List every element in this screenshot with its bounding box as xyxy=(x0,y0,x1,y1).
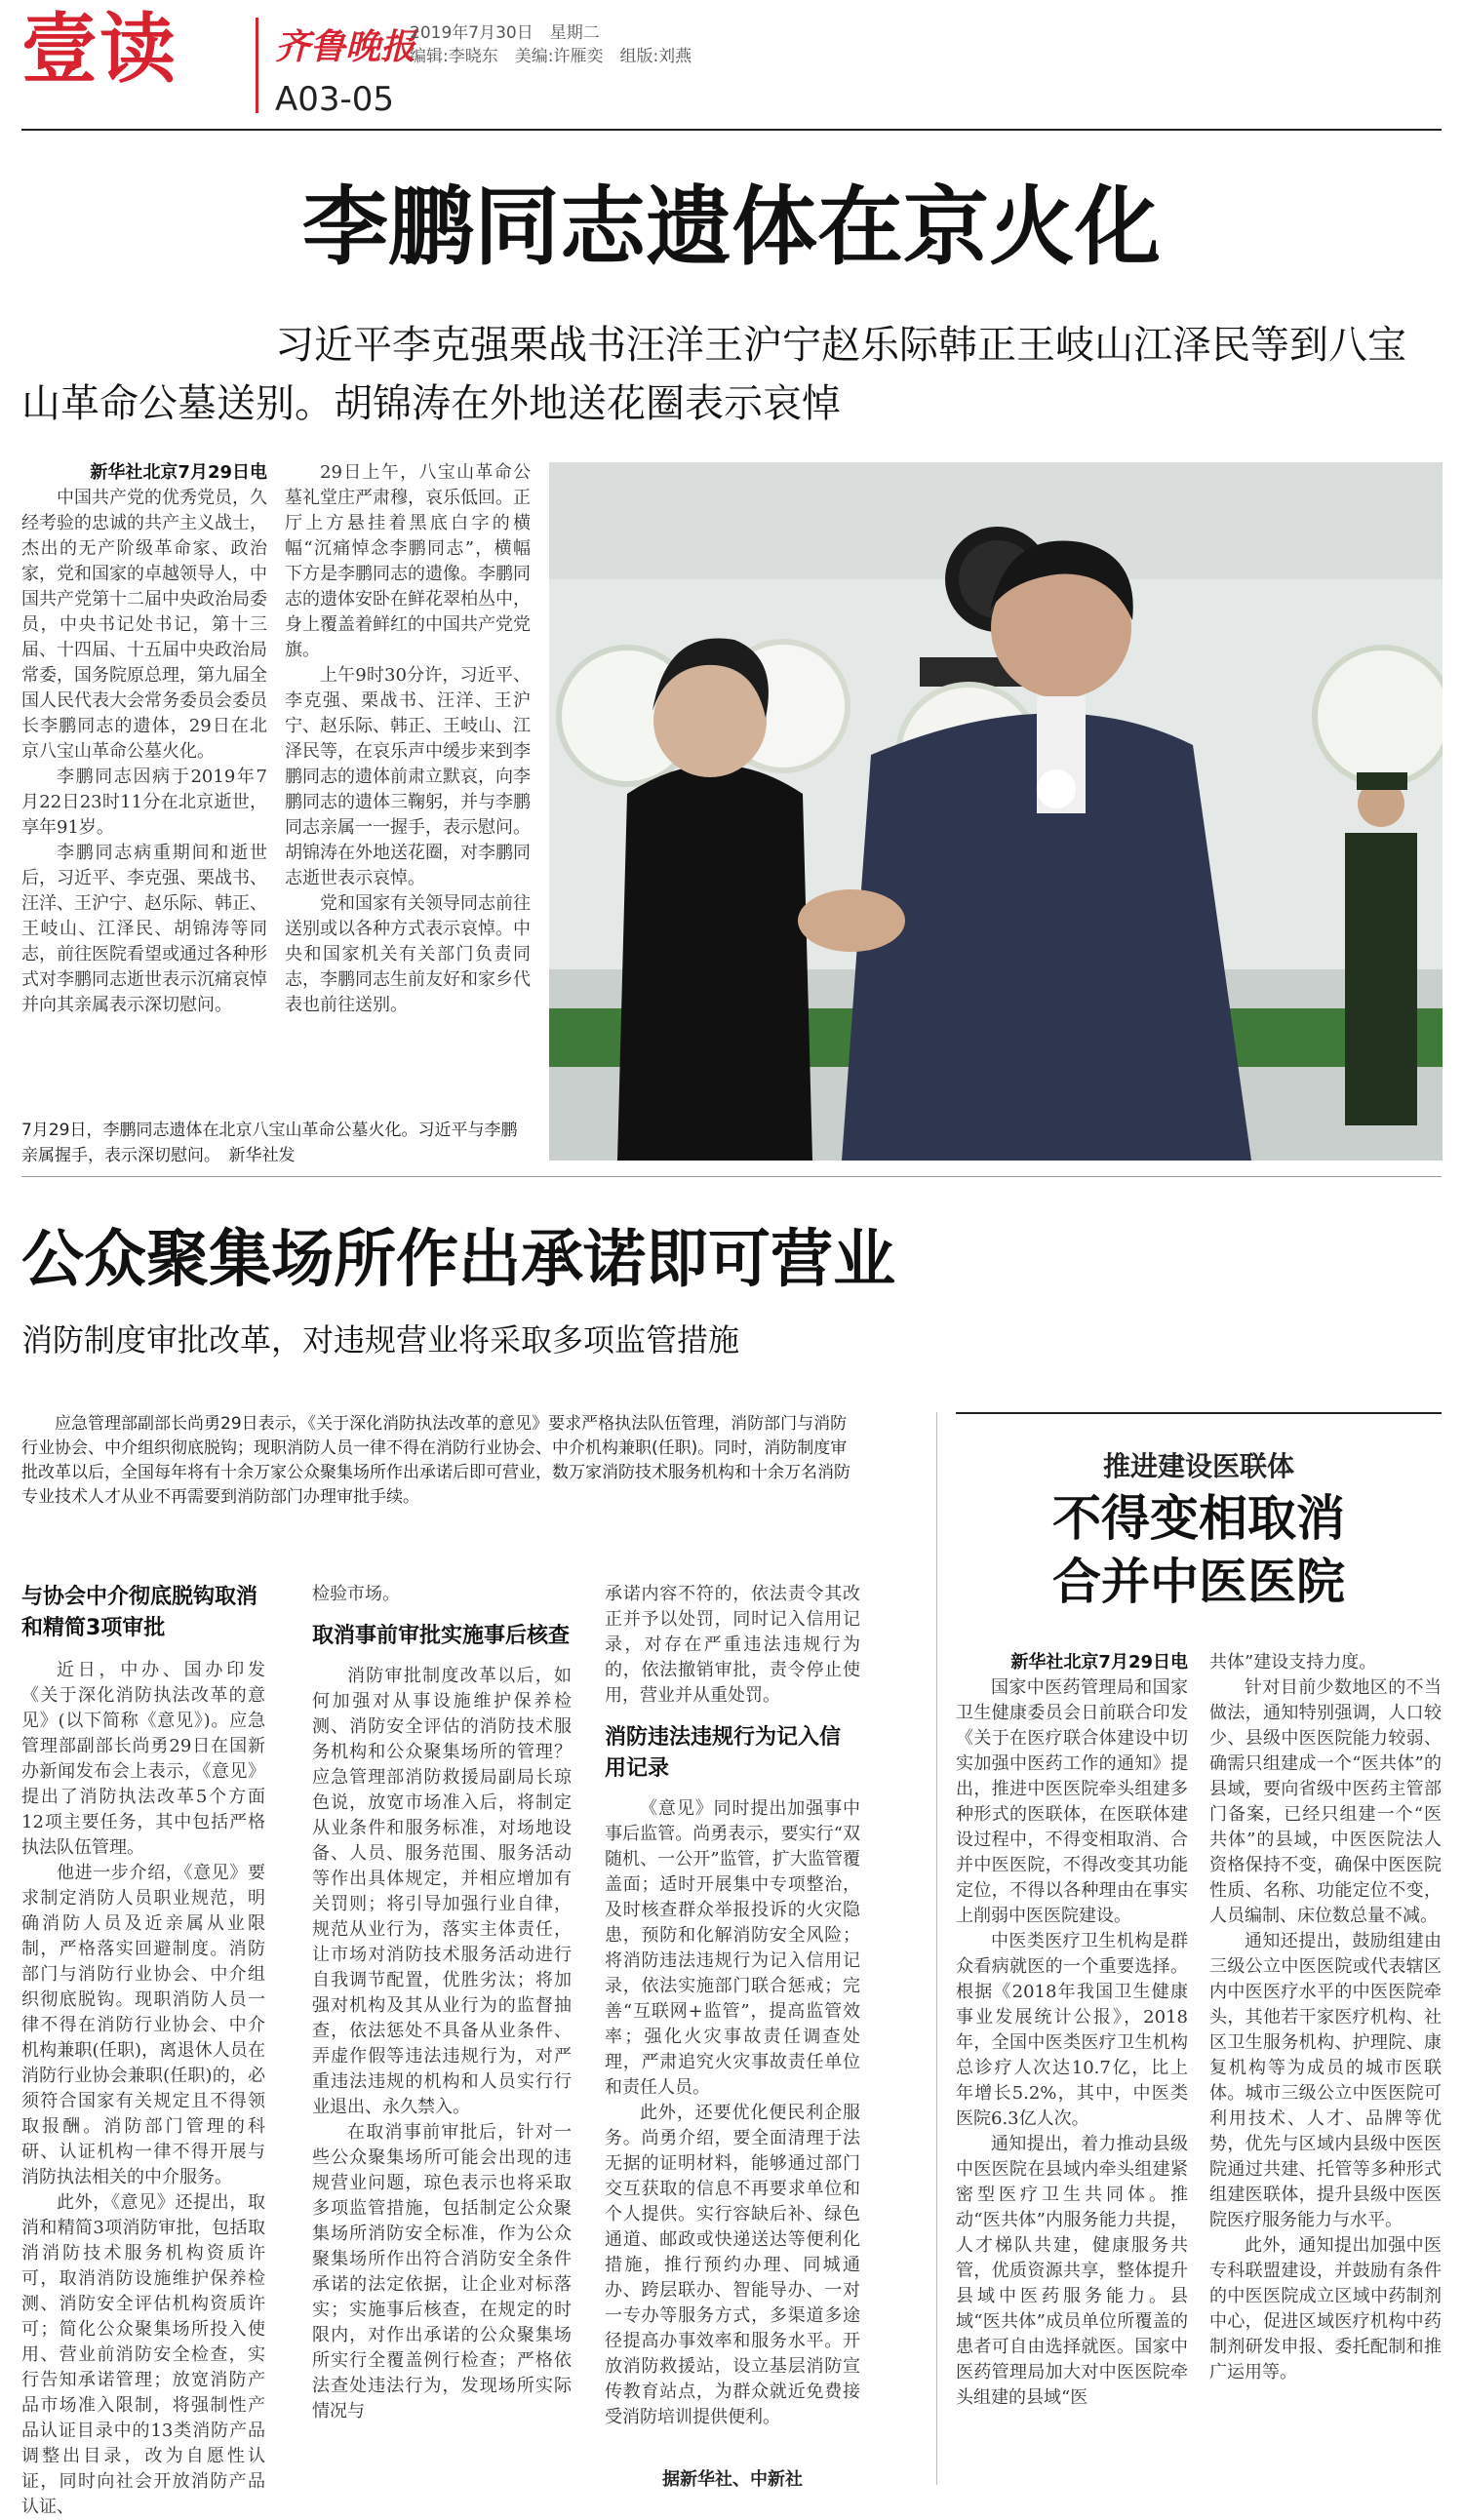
story2-para: 近日，中办、国办印发《关于深化消防执法改革的意见》(以下简称《意见》)。应急管理部副部长尚勇29日在国新办新闻发布会上表示，《意见》提出了消防执法改革5个方面12项主要任务，其中包括严格执法队伍管理。 xyxy=(21,1660,265,1858)
story2-headline: 公众聚集场所作出承诺即可营业 xyxy=(21,1224,895,1296)
story2-col3 xyxy=(605,1582,860,2430)
story2-col2-top: 检验市场。 xyxy=(312,1584,400,1604)
story2-para: 他进一步介绍，《意见》要求制定消防人员职业规范，明确消防人员及近亲属从业限制，严格落实回避制度。消防部门与消防行业协会、中介组织彻底脱钩。现职消防人员一律不得在消防行业协会、中介机构兼职(任职)，离退休人员在消防行业协会兼职(任职)的，必须符合国家有关规定且不得领取报酬。消防部门管理的科研、认证机构一律不得开展与消防执法相关的中介服务。 xyxy=(21,1863,265,2187)
story3-para: 此外，通知提出加强中医专科联盟建设，并鼓励有条件的中医医院成立区域中药制剂中心，促进区域医疗机构中药制剂研发申报、委托配制和推广运用等。 xyxy=(1209,2235,1442,2382)
story3-col1 xyxy=(956,1650,1188,2411)
story3-byline: 新华社北京7月29日电 xyxy=(1010,1652,1188,1673)
story3-rule xyxy=(956,1412,1442,1414)
story1-photo xyxy=(549,462,1443,1161)
story2-col2 xyxy=(312,1582,572,2424)
column-divider xyxy=(936,1412,937,2485)
story2-lead: 应急管理部副部长尚勇29日表示，《关于深化消防执法改革的意见》要求严格执法队伍管理，消防部门与消防行业协会、中介组织彻底脱钩；现职消防人员一律不得在消防行业协会、中介机构兼职(任职)。同时，消防制度审批改革以后，全国每年将有十余万家公众聚集场所作出承诺后即可营业，数万家消防技术服务机构和十余万名消防专业技术人才从业不再需要到消防部门办理审批手续。 xyxy=(21,1414,850,1507)
header-divider xyxy=(256,18,258,113)
story1-para: 李鹏同志因病于2019年7月22日23时11分在北京逝世，享年91岁。 xyxy=(21,767,267,838)
page-code: A03-05 xyxy=(275,80,395,119)
story2-col1 xyxy=(21,1582,265,2520)
story1-col2 xyxy=(285,460,531,1018)
story1-byline: 新华社北京7月29日电 xyxy=(90,462,267,483)
story1-headline: 李鹏同志遗体在京火化 xyxy=(301,177,1161,277)
story1-col1 xyxy=(21,460,267,1018)
story2-col3-top: 承诺内容不符的，依法责令其改正并予以处罚，同时记入信用记录，对存在严重违法违规行为的，依法撤销审批，责令停止使用，营业并从重处罚。 xyxy=(605,1584,860,1706)
story1-subhead: 习近平李克强栗战书汪洋王沪宁赵乐际韩正王岐山江泽民等到八宝山革命公墓送别。胡锦涛在外地送花圈表示哀悼 xyxy=(21,323,1406,426)
story2-source: 据新华社、中新社 xyxy=(662,2469,803,2490)
story1-para: 29日上午，八宝山革命公墓礼堂庄严肃穆，哀乐低回。正厅上方悬挂着黑底白字的横幅“沉痛悼念李鹏同志”，横幅下方是李鹏同志的遗像。李鹏同志的遗体安卧在鲜花翠柏丛中，身上覆盖着鲜红的中国共产党党旗。 xyxy=(285,462,531,660)
story2-sec3-title: 消防违法违规行为记入信用记录 xyxy=(605,1725,842,1781)
story1-caption: 7月29日，李鹏同志遗体在北京八宝山革命公墓火化。习近平与李鹏亲属握手，表示深切慰问。 新华社发 xyxy=(21,1121,518,1165)
story3-para: 中医类医疗卫生机构是群众看病就医的一个重要选择。根据《2018年我国卫生健康事业发展统计公报》，2018年，全国中医类医疗卫生机构总诊疗人次达10.7亿，比上年增长5.2%，其中，中医类医院6.3亿人次。 xyxy=(956,1931,1188,2129)
funeral-photo-illustration xyxy=(549,462,1443,1161)
story3-kicker: 推进建设医联体 xyxy=(1102,1450,1294,1482)
story3-headline-line1: 不得变相取消 xyxy=(1052,1490,1345,1547)
story3-para: 通知还提出，鼓励组建由三级公立中医医院或代表辖区内中医医疗水平的中医医院牵头，其他若干家医疗机构、社区卫生服务机构、护理院、康复机构等为成员的城市医联体。城市三级公立中医医院可利用技术、人才、品牌等优势，优先与区域内县级中医医院通过共建、托管等多种形式组建医联体，提升县级中医医院医疗服务能力与水平。 xyxy=(1209,1931,1442,2230)
story2-para: 此外，还要优化便民利企服务。尚勇介绍，要全面清理于法无据的证明材料，能够通过部门交互获取的信息不再要求单位和个人提供。实行容缺后补、绿色通道、邮政或快递送达等便利化措施，推行预约办理、同城通办、跨层联办、智能导办、一对一专办等服务方式，多渠道多途径提高办事效率和服务水平。开放消防救援站，设立基层消防宣传教育站点，为群众就近免费接受消防培训提供便利。 xyxy=(605,2103,860,2427)
header-rule xyxy=(21,129,1442,131)
story2-para: 消防审批制度改革以后，如何加强对从事设施维护保养检测、消防安全评估的消防技术服务机构和公众聚集场所的管理？应急管理部消防救援局副局长琼色说，放宽市场准入后，将制定从业条件和服务标准，对场地设备、人员、服务范围、服务活动等作出具体规定，并相应增加有关罚则；将引导加强行业自律，规范从业行为，落实主体责任，让市场对消防技术服务活动进行自我调节配置，优胜劣汰；将加强对机构及其从业行为的监督抽查，依法惩处不具备从业条件、弄虚作假等违法违规行为，对严重违法违规的机构和人员实行行业退出、永久禁入。 xyxy=(312,1666,572,2117)
section-divider xyxy=(21,1176,1442,1177)
section-title: 壹读 xyxy=(21,6,178,94)
story1-para: 党和国家有关领导同志前往送别或以各种方式表示哀悼。中央和国家机关有关部门负责同志，李鹏同志生前友好和家乡代表也前往送别。 xyxy=(285,893,531,1015)
story2-para: 此外，《意见》还提出，取消和精简3项消防审批，包括取消消防技术服务机构资质许可，取消消防设施维护保养检测、消防安全评估机构资质许可；简化公众聚集场所投入使用、营业前消防安全检查，实行告知承诺管理；放宽消防产品市场准入限制，将强制性产品认证目录中的13类消防产品调整出目录，改为自愿性认证，同时向社会开放消防产品认证、 xyxy=(21,2192,265,2517)
story3-para: 针对目前少数地区的不当做法，通知特别强调，人口较少、县级中医医院能力较弱、确需只组建成一个“医共体”的县域，要向省级中医药主管部门备案，已经只组建一个“医共体”的县域，中医医院法人资格保持不变，确保中医医院性质、名称、功能定位不变，人员编制、床位数总量不减。 xyxy=(1209,1677,1442,1926)
story3-col2-top: 共体”建设支持力度。 xyxy=(1209,1652,1377,1673)
story2-sec2-title: 取消事前审批实施事后核查 xyxy=(312,1624,571,1648)
story1-para: 李鹏同志病重期间和逝世后，习近平、李克强、栗战书、汪洋、王沪宁、赵乐际、韩正、王岐山、江泽民、胡锦涛等同志，前往医院看望或通过各种形式对李鹏同志逝世表示沉痛哀悼并向其亲属表示深切慰问。 xyxy=(21,843,267,1015)
editors-line: 编辑:李晓东 美编:许雁奕 组版:刘燕 xyxy=(410,47,692,66)
story2-sec1-title: 与协会中介彻底脱钩取消和精简3项审批 xyxy=(21,1585,258,1640)
story3-col2 xyxy=(1209,1650,1442,2385)
story3-headline-line2: 合并中医医院 xyxy=(1052,1554,1345,1610)
story2-para: 在取消事前审批后，针对一些公众聚集场所可能会出现的违规营业问题，琼色表示也将采取多项监管措施，包括制定公众聚集场所消防安全标准，作为公众聚集场所作出符合消防安全条件承诺的法定依据，让企业对标落实；实施事后核查，在规定的时限内，对作出承诺的公众聚集场所实行全覆盖例行检查；严格依法查处违法行为，发现场所实际情况与 xyxy=(312,2122,572,2422)
story2-para: 《意见》同时提出加强事中事后监管。尚勇表示，要实行“双随机、一公开”监管，扩大监管覆盖面；适时开展集中专项整治，及时核查群众举报投诉的火灾隐患，预防和化解消防安全风险；将消防违法违规行为记入信用记录，依法实施部门联合惩戒；完善“互联网+监管”，提高监管效率；强化火灾事故责任调查处理，严肃追究火灾事故责任单位和责任人员。 xyxy=(605,1798,860,2098)
story3-para: 国家中医药管理局和国家卫生健康委员会日前联合印发《关于在医疗联合体建设中切实加强中医药工作的通知》提出，推进中医医院牵头组建多种形式的医联体，在医联体建设过程中，不得变相取消、合并中医医院，不得改变其功能定位，不得以各种理由在事实上削弱中医医院建设。 xyxy=(956,1677,1188,1926)
story1-para: 中国共产党的优秀党员，久经考验的忠诚的共产主义战士，杰出的无产阶级革命家、政治家，党和国家的卓越领导人，中国共产党第十二届中央政治局委员，中央书记处书记，第十三届、十四届、十五届中央政治局常委，国务院原总理，第九届全国人民代表大会常务委员会委员长李鹏同志的遗体，29日在北京八宝山革命公墓火化。 xyxy=(21,488,267,762)
story3-para: 通知提出，着力推动县级中医医院在县域内牵头组建紧密型医疗卫生共同体。推动“医共体”内服务能力共提，人才梯队共建，健康服务共管，优质资源共享，整体提升县域中医药服务能力。县域“医共体”成员单位所覆盖的患者可自由选择就医。国家中医药管理局加大对中医医院牵头组建的县域“医 xyxy=(956,2134,1188,2408)
story1-para: 上午9时30分许，习近平、李克强、栗战书、汪洋、王沪宁、赵乐际、韩正、王岐山、江泽民等，在哀乐声中缓步来到李鹏同志的遗体前肃立默哀，向李鹏同志的遗体三鞠躬，并与李鹏同志亲属一一握手，表示慰问。胡锦涛在外地送花圈，对李鹏同志逝世表示哀悼。 xyxy=(285,665,531,888)
story2-subhead: 消防制度审批改革，对违规营业将采取多项监管措施 xyxy=(21,1321,740,1358)
paper-name: 齐鲁晚报 xyxy=(275,26,416,67)
date-line: 2019年7月30日 星期二 xyxy=(410,23,600,43)
